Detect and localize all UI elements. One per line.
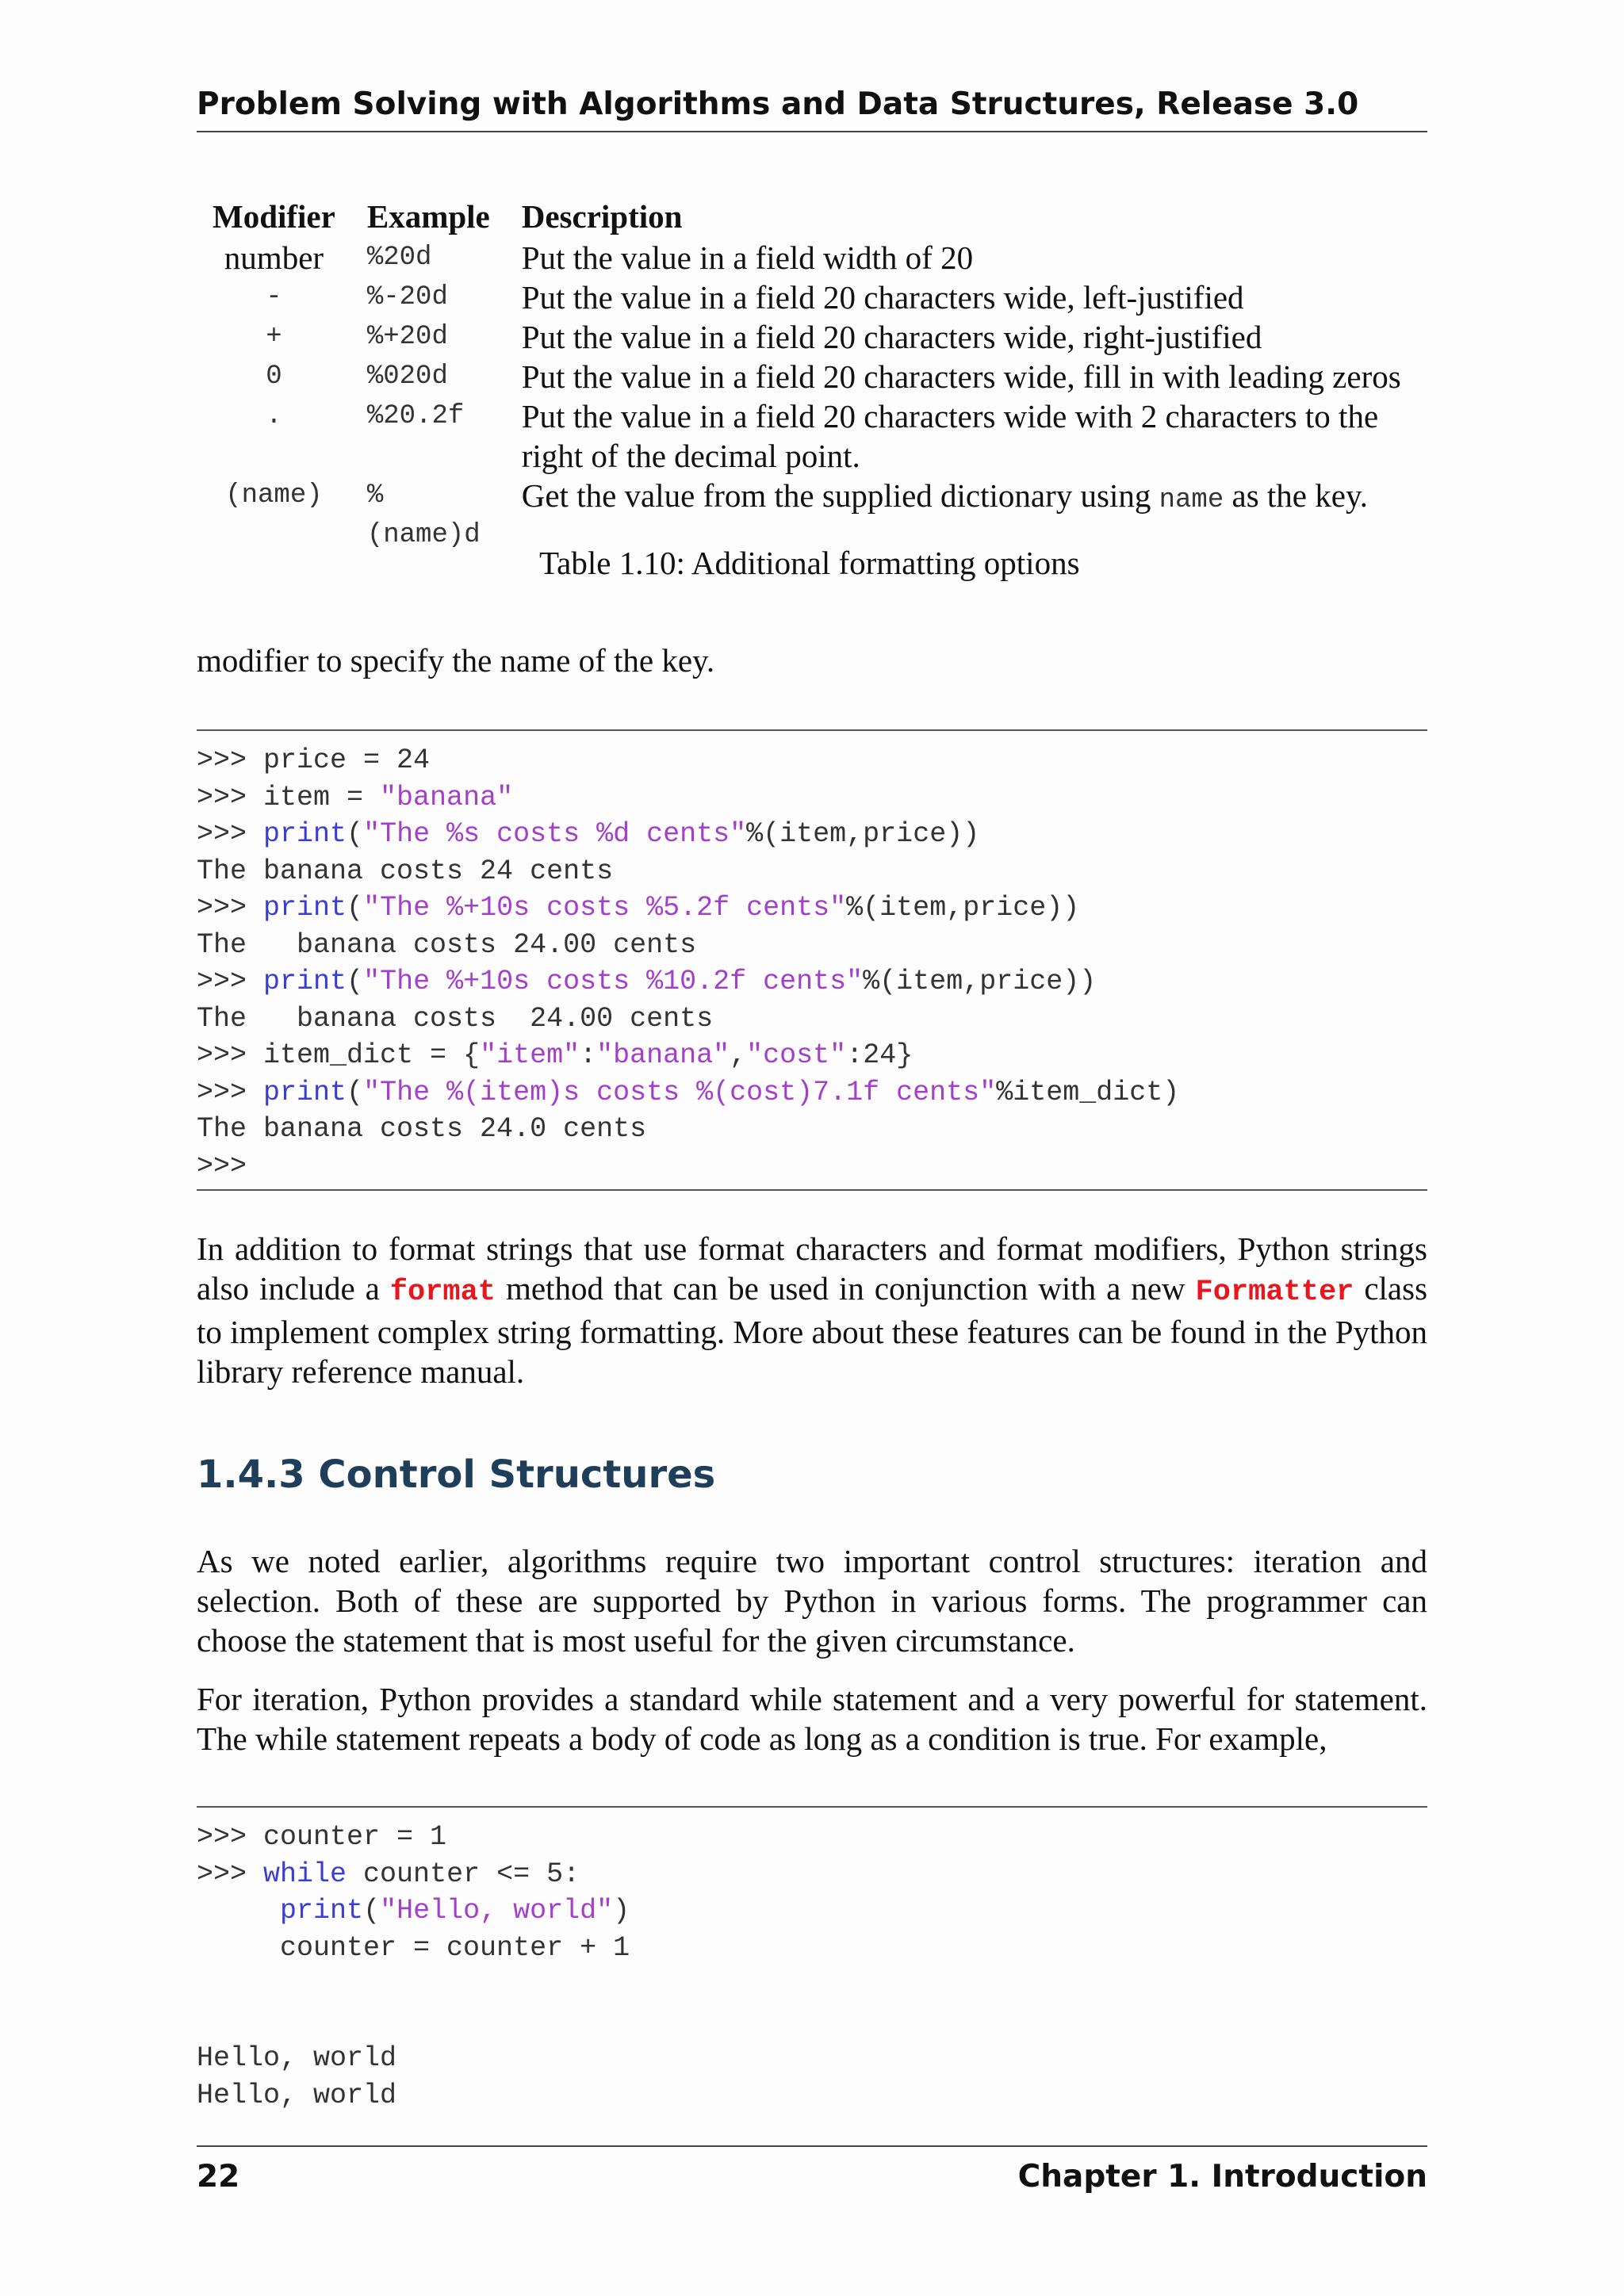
code-line xyxy=(197,2003,1427,2041)
code-line xyxy=(197,1037,1427,1074)
description-cell xyxy=(506,476,1427,555)
example-cell: %20d xyxy=(366,243,432,273)
code-line xyxy=(197,1930,1427,1967)
code-line xyxy=(197,1966,1427,2003)
code-line xyxy=(197,890,1427,927)
chapter-title: Chapter 1. Introduction xyxy=(1017,2159,1427,2195)
code-text: ( xyxy=(347,1076,364,1108)
code-text: >>> xyxy=(197,1150,247,1182)
code-text: %(item,price)) xyxy=(746,818,980,850)
column-header-modifier: Modifier xyxy=(213,198,335,235)
modifier-cell: (name) xyxy=(225,480,323,511)
code-line xyxy=(197,1892,1427,1930)
paragraph-text: In addition to format strings that use format characters and format modifiers, Python strings also include a xyxy=(197,1230,1427,1307)
table-row xyxy=(197,317,1427,357)
code-text: >>> xyxy=(197,892,264,924)
code-text: %item_dict) xyxy=(996,1076,1180,1108)
example-cell: %(name)d xyxy=(366,480,481,550)
description-cell: Put the value in a field 20 characters wide, right-justified xyxy=(521,319,1262,355)
document-page xyxy=(197,0,1427,2296)
code-text: ( xyxy=(363,1895,381,1927)
code-text: Hello, world xyxy=(197,2079,397,2111)
code-line xyxy=(197,2040,1427,2077)
code-string: "The %+10s costs %10.2f cents" xyxy=(363,966,864,997)
inline-code-name: name xyxy=(1159,485,1224,515)
code-string: "banana" xyxy=(596,1039,730,1071)
paragraph-modifier-note: modifier to specify the name of the key. xyxy=(197,642,715,679)
code-text: >>> counter = 1 xyxy=(197,1821,447,1853)
example-cell: %020d xyxy=(366,362,448,392)
example-cell: %+20d xyxy=(366,322,448,352)
code-text: >>> item_dict = { xyxy=(197,1039,481,1071)
code-text: Hello, world xyxy=(197,2042,397,2074)
formatter-class-link[interactable]: Formatter xyxy=(1195,1276,1354,1309)
code-text: :24} xyxy=(846,1039,914,1071)
code-string: "The %(item)s costs %(cost)7.1f cents" xyxy=(363,1076,997,1108)
code-text: The banana costs 24 cents xyxy=(197,855,614,887)
code-keyword: print xyxy=(263,966,347,997)
code-text: >>> xyxy=(197,1076,264,1108)
table-row xyxy=(197,476,1427,555)
code-string: "Hello, world" xyxy=(380,1895,614,1927)
code-text: ( xyxy=(347,966,364,997)
code-text: %(item,price)) xyxy=(863,966,1097,997)
description-cell: Put the value in a field width of 20 xyxy=(521,239,974,276)
code-text: The banana costs 24.00 cents xyxy=(197,928,697,961)
table-row xyxy=(197,396,1427,476)
code-text: %(item,price)) xyxy=(846,892,1080,924)
description-cell: Put the value in a field 20 characters wide, left-justified xyxy=(521,279,1244,316)
code-text: The banana costs 24.00 cents xyxy=(197,1002,714,1035)
code-block-while-example xyxy=(197,1806,1427,2118)
paragraph-text: class to implement complex string formatting. More about these features can be found in the Python library reference manual. xyxy=(197,1270,1428,1390)
example-cell: %-20d xyxy=(366,282,448,312)
code-line xyxy=(197,927,1427,964)
column-header-description: Description xyxy=(521,198,683,235)
modifier-cell: . xyxy=(266,401,282,431)
paragraph-format-method xyxy=(197,1229,1427,1391)
code-text: ) xyxy=(613,1895,630,1927)
table-caption: Table 1.10: Additional formatting options xyxy=(539,545,1080,581)
code-line xyxy=(197,1074,1427,1112)
code-text: , xyxy=(730,1039,747,1071)
code-keyword: while xyxy=(263,1858,347,1890)
code-text: : xyxy=(580,1039,597,1071)
code-text: The banana costs 24.0 cents xyxy=(197,1113,647,1145)
code-block-format-examples xyxy=(197,729,1427,1191)
modifier-cell: number xyxy=(224,239,324,276)
modifier-cell: 0 xyxy=(266,362,282,392)
description-text: as the key. xyxy=(1224,477,1369,514)
formatting-options-table xyxy=(197,195,1427,555)
code-line xyxy=(197,1856,1427,1893)
paragraph-control-structures: As we noted earlier, algorithms require two important control structures: iteration and selection. Both of these are supported by Python in various forms. The programmer can choose the statement that is most useful for the given circumstance. xyxy=(197,1543,1427,1659)
code-text: >>> price = 24 xyxy=(197,744,431,776)
code-line xyxy=(197,816,1427,853)
code-text: >>> xyxy=(197,966,264,997)
section-heading: 1.4.3 Control Structures xyxy=(197,1452,716,1497)
code-text: ( xyxy=(347,818,364,850)
paragraph-iteration: For iteration, Python provides a standard while statement and a very powerful for statement. The while statement repeats a body of code as long as a condition is true. For example, xyxy=(197,1681,1427,1757)
code-text: >>> item = xyxy=(197,781,381,813)
code-string: "The %+10s costs %5.2f cents" xyxy=(363,892,847,924)
code-string: "The %s costs %d cents" xyxy=(363,818,747,850)
code-text: counter = counter + 1 xyxy=(197,1931,630,1964)
description-text: Get the value from the supplied dictionary using xyxy=(521,477,1159,514)
code-line xyxy=(197,1148,1427,1185)
code-keyword: print xyxy=(263,1076,347,1108)
code-keyword: print xyxy=(280,1895,364,1927)
code-keyword: print xyxy=(263,818,347,850)
code-line xyxy=(197,742,1427,779)
code-line xyxy=(197,853,1427,890)
page-number: 22 xyxy=(197,2159,240,2195)
code-line xyxy=(197,1819,1427,1856)
code-keyword: print xyxy=(263,892,347,924)
table-row xyxy=(197,277,1427,317)
code-line xyxy=(197,1111,1427,1148)
column-header-example: Example xyxy=(366,198,490,235)
description-cell: Put the value in a field 20 characters wide with 2 characters to the right of the decimal point. xyxy=(521,398,1379,474)
paragraph-text: method that can be used in conjunction with a new xyxy=(496,1270,1196,1307)
code-string: "banana" xyxy=(380,781,514,813)
running-header: Problem Solving with Algorithms and Data Structures, Release 3.0 xyxy=(197,89,1427,132)
code-text xyxy=(197,1895,280,1927)
format-method-link[interactable]: format xyxy=(389,1276,496,1309)
code-text: counter <= 5: xyxy=(347,1858,580,1890)
code-text: >>> xyxy=(197,818,264,850)
modifier-cell: - xyxy=(266,282,282,312)
code-string: "cost" xyxy=(746,1039,847,1071)
page-footer xyxy=(197,2145,1427,2195)
table-row xyxy=(197,238,1427,277)
code-text: ( xyxy=(347,892,364,924)
description-cell: Put the value in a field 20 characters wide, fill in with leading zeros xyxy=(521,358,1401,395)
table-row xyxy=(197,357,1427,396)
modifier-cell: + xyxy=(266,322,282,352)
example-cell: %20.2f xyxy=(366,401,465,431)
code-line xyxy=(197,779,1427,817)
code-line xyxy=(197,1001,1427,1038)
code-string: "item" xyxy=(480,1039,580,1071)
code-line xyxy=(197,963,1427,1001)
code-line xyxy=(197,2077,1427,2114)
code-text: >>> xyxy=(197,1858,264,1890)
table-header-row xyxy=(197,195,1427,238)
